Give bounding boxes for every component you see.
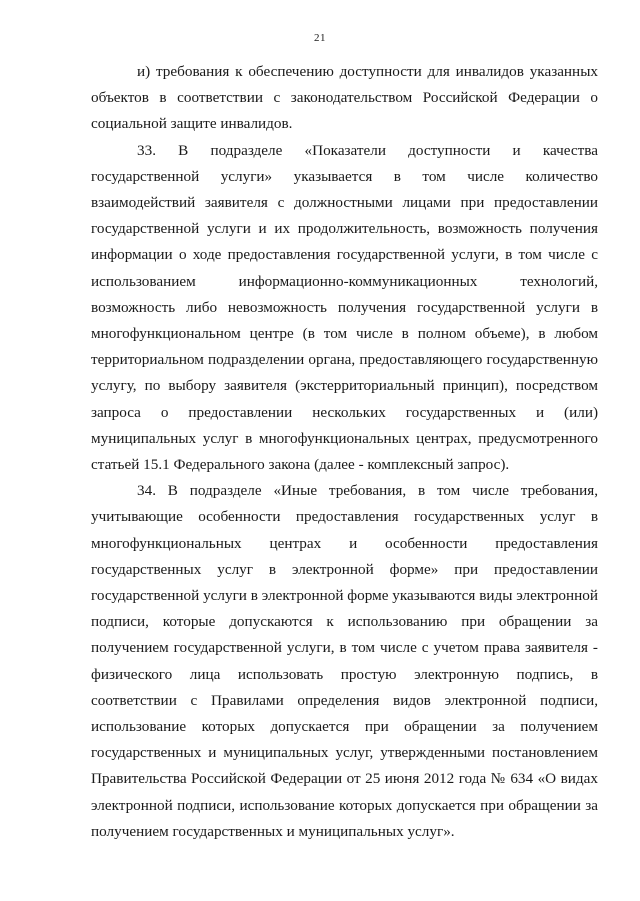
document-body	[91, 59, 598, 845]
paragraph-accessibility-requirements: и) требования к обеспечению доступности для инвалидов указанных объектов в соответствии с законодательством Российской Федерации о социальной защите инвалидов.	[91, 63, 598, 133]
paragraph-33: 33. В подразделе «Показатели доступности и качества государственной услуги» указывается в том числе количество взаимодействий заявителя с должностными лицами при предоставлении государственной услуги и их продолжительность, возможность получения информации о ходе предоставления государственной услуги, в том числе с использованием информационно-коммуникационных технологий, возможность либо невозможность получения государственной услуги в многофункциональном центре (в том числе в полном объеме), в любом территориальном подразделении органа, предоставляющего государственную услугу, по выбору заявителя (экстерриториальный принцип), посредством запроса о предоставлении нескольких государственных и (или) муниципальных услуг в многофункциональных центрах, предусмотренного статьей 15.1 Федерального закона (далее - комплексный запрос).	[91, 141, 598, 474]
paragraph-34: 34. В подразделе «Иные требования, в том числе требования, учитывающие особенности предоставления государственных услуг в многофункциональных центрах и особенности предоставления государственных услуг в электронной форме» при предоставлении государственной услуги в электронной форме указываются виды электронной подписи, которые допускаются к использованию при обращении за получением государственной услуги, в том числе с учетом права заявителя - физического лица использовать простую электронную подпись, в соответствии с Правилами определения видов электронной подписи, использование которых допускается при обращении за получением государственных и муниципальных услуг, утвержденными постановлением Правительства Российской Федерации от 25 июня 2012 года № 634 «О видах электронной подписи, использование которых допускается при обращении за получением государственных и муниципальных услуг».	[91, 482, 598, 840]
page-number: 21	[314, 32, 326, 44]
